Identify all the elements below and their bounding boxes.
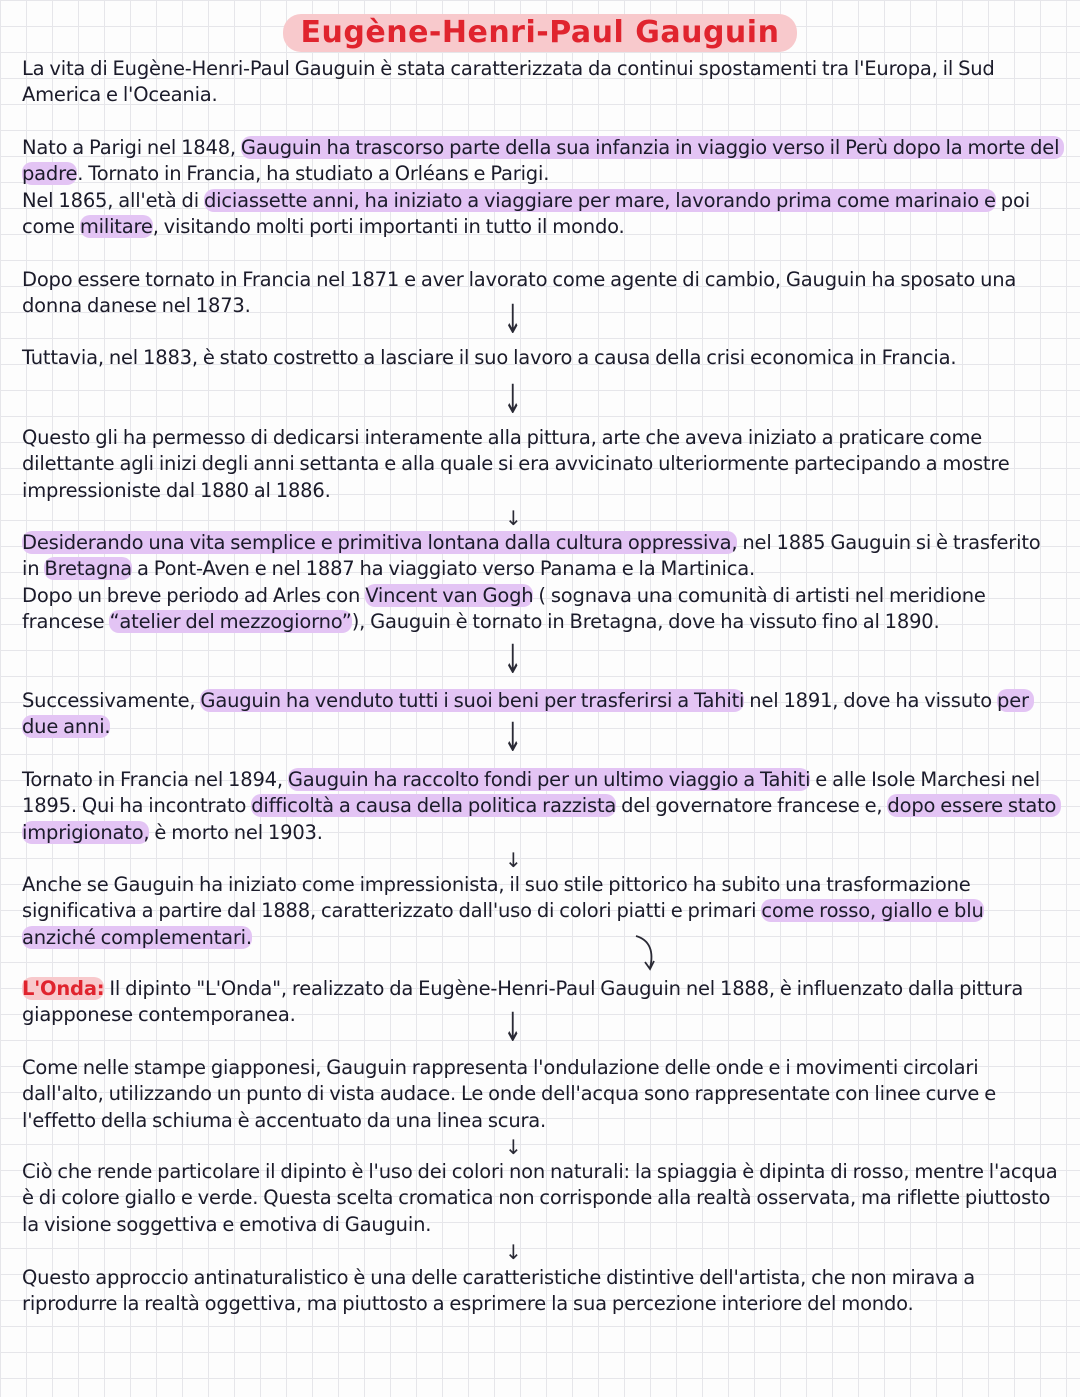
down-arrow-icon: ↓ bbox=[503, 377, 522, 423]
text-segment: . Tornato in Francia, ha studiato a Orléans e Parigi. Nel 1865, all'età di bbox=[22, 162, 550, 212]
paragraph-marriage: Dopo essere tornato in Francia nel 1871 e aver lavorato come agente di cambio, Gauguin ha sposato una donna danese nel 1873. bbox=[22, 268, 1022, 318]
curved-arrow-icon bbox=[632, 930, 662, 974]
highlight: anziché complementari. bbox=[22, 925, 252, 949]
text-segment: , visitando molti porti importanti in tutto il mondo. bbox=[152, 214, 625, 238]
paragraph-early-life bbox=[22, 135, 1065, 240]
paragraph-painting: Questo gli ha permesso di dedicarsi interamente alla pittura, arte che aveva iniziato a praticare come dilettante agli inizi degli anni settanta e alla quale si era avvicinato ulteriormente partecipando a mostre impressioniste dal 1880 al 1886. bbox=[22, 426, 1015, 502]
paragraph-colors: Ciò che rende particolare il dipinto è l'uso dei colori non naturali: la spiaggia è dipinta di rosso, mentre l'acqua è di colore giallo e verde. Questa scelta cromatica non corrisponde alla realtà osservata, ma riflette piuttosto la visione soggettiva e emotiva di Gauguin. bbox=[22, 1160, 1063, 1236]
paragraph-last-journey bbox=[22, 767, 1062, 846]
highlight: Bretagna bbox=[44, 557, 133, 581]
paragraph-japanese-prints: Come nelle stampe giapponesi, Gauguin rappresenta l'ondulazione delle onde e i movimenti circolari dall'alto, utilizzando un punto di vista audace. Le onde dell'acqua sono rappresentate con linee curve e l'effetto della schiuma è accentuato da una linea scura. bbox=[22, 1056, 1002, 1132]
text-segment: del governatore francese e, bbox=[616, 794, 888, 818]
text-segment: Tornato in Francia nel 1894, bbox=[22, 768, 288, 791]
text-segment: ), Gauguin è tornato in Bretagna, dove ha vissuto fino al 1890. bbox=[351, 609, 940, 633]
text-segment: Nato a Parigi nel 1848, bbox=[22, 136, 241, 159]
down-arrow-icon: ↓ bbox=[505, 848, 522, 872]
down-arrow-icon: ↓ bbox=[503, 1005, 522, 1051]
text-segment: nel 1885 Gauguin si è trasferito in bbox=[22, 531, 1046, 581]
down-arrow-icon: ↓ bbox=[503, 297, 522, 343]
highlight: militare bbox=[79, 214, 153, 238]
down-arrow-icon: ↓ bbox=[503, 715, 522, 761]
highlight: Gauguin ha trascorso parte della sua infanzia in viaggio verso il Perù dopo la morte del padre bbox=[22, 136, 1065, 186]
text-segment: ( sognava una comunità di artisti nel meridione francese bbox=[22, 583, 991, 633]
paragraph-antinaturalism: Questo approccio antinaturalistico è una delle caratteristiche distintive dell'artista, che non mirava a riprodurre la realtà oggettiva, ma piuttosto a esprimere la sua percezione interiore del mondo. bbox=[22, 1266, 981, 1316]
down-arrow-icon: ↓ bbox=[505, 1240, 522, 1264]
paragraph-brittany bbox=[22, 530, 1062, 635]
page-title: Eugène-Henri-Paul Gauguin bbox=[283, 14, 798, 52]
text-segment bbox=[984, 899, 989, 922]
highlight: difficoltà a causa della politica razzista bbox=[251, 794, 617, 818]
text-segment: è morto nel 1903. bbox=[149, 820, 323, 844]
paragraph-tahiti bbox=[22, 688, 1062, 741]
paragraph-intro: La vita di Eugène-Henri-Paul Gauguin è stata caratterizzata da continui spostamenti tra l'Europa, il Sud America e l'Oceania. bbox=[22, 57, 1000, 107]
text-segment: poi come bbox=[22, 188, 1035, 238]
down-arrow-icon: ↓ bbox=[505, 1135, 522, 1159]
text-segment: Anche se Gauguin ha iniziato come impressionista, il suo stile pittorico ha subito una trasformazione significativa a partire dal 1888, caratterizzato dall'uso di colori piatti e primari bbox=[22, 873, 976, 923]
paragraph-style bbox=[22, 872, 1062, 951]
down-arrow-icon: ↓ bbox=[505, 506, 522, 530]
paragraph-crisis: Tuttavia, nel 1883, è stato costretto a lasciare il suo lavoro a causa della crisi economica in Francia. bbox=[22, 346, 957, 369]
onda-label: L'Onda: bbox=[22, 977, 105, 1000]
text-segment: Il dipinto "L'Onda", realizzato da Eugène-Henri-Paul Gauguin nel 1888, è influenzato dalla pittura giapponese contemporanea. bbox=[22, 977, 1029, 1027]
highlight: Gauguin ha venduto tutti i suoi beni per trasferirsi a Tahiti bbox=[200, 689, 745, 712]
highlight: come rosso, giallo e blu bbox=[761, 899, 984, 923]
text-segment: e alle Isole Marchesi nel 1895. Qui ha incontrato bbox=[22, 768, 1045, 818]
title-container bbox=[0, 14, 1080, 52]
highlight: Gauguin ha raccolto fondi per un ultimo viaggio a Tahiti bbox=[287, 768, 811, 791]
highlight: per due anni. bbox=[22, 689, 1034, 739]
highlight: Vincent van Gogh bbox=[365, 583, 534, 607]
text-segment: Successivamente, bbox=[22, 689, 201, 712]
highlight: diciassette anni, ha iniziato a viaggiare per mare, lavorando prima come marinaio e bbox=[203, 188, 996, 212]
paragraph-onda bbox=[22, 976, 1062, 1029]
highlight: “atelier del mezzogiorno” bbox=[109, 609, 352, 633]
down-arrow-icon: ↓ bbox=[503, 637, 522, 683]
highlight: Desiderando una vita semplice e primitiva lontana dalla cultura oppressiva, bbox=[22, 531, 738, 554]
text-segment: nel 1891, dove ha vissuto bbox=[744, 689, 998, 712]
text-segment: a Pont-Aven e nel 1887 ha viaggiato verso Panama e la Martinica. Dopo un breve periodo ad Arles con bbox=[22, 557, 755, 607]
highlight: dopo essere stato imprigionato, bbox=[22, 794, 1062, 844]
